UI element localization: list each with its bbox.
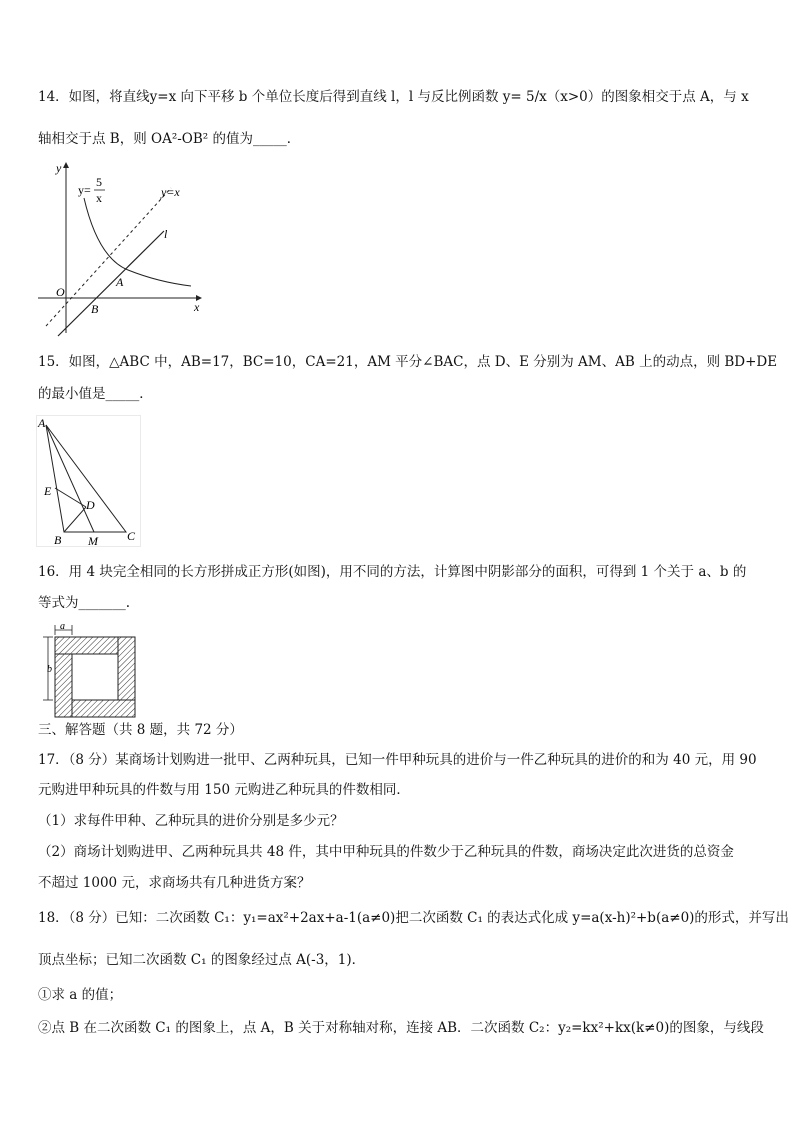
q14-text-line2: 轴相交于点 B，则 OA²-OB² 的值为_____．	[38, 131, 301, 147]
q14-line-l	[58, 231, 164, 336]
q14-label-point-B: B	[91, 302, 99, 316]
q14-figure	[36, 158, 216, 338]
q17-part2-line2: 不超过 1000 元，求商场共有几种进货方案？	[38, 875, 311, 891]
q14-hyperbola	[84, 198, 191, 286]
q15-label-B: B	[54, 533, 62, 547]
q18-text-line2: 顶点坐标；已知二次函数 C₁ 的图象经过点 A(-3，1)．	[38, 952, 366, 968]
q15-triangle-abc	[46, 425, 126, 532]
q15-label-D: D	[86, 498, 95, 512]
q16-label-b: b	[47, 664, 52, 675]
q16-text-line1: 16．用 4 块完全相同的长方形拼成正方形(如图)，用不同的方法，计算图中阴影部分的面积，可得到 1 个关于 a、b 的	[38, 564, 747, 580]
q14-label-line-l: l	[164, 227, 168, 241]
q16-label-a: a	[60, 621, 65, 632]
q14-line-yx	[46, 188, 171, 326]
q14-label-line-yx: y=x	[161, 185, 180, 199]
q15-text-line1: 15．如图，△ABC 中，AB=17，BC=10，CA=21，AM 平分∠BAC，点 D、E 分别为 AM、AB 上的动点，则 BD+DE	[38, 354, 778, 370]
q15-figure	[36, 415, 141, 547]
q15-label-A: A	[38, 416, 46, 430]
q17-part1: （1）求每件甲种、乙种玩具的进价分别是多少元？	[38, 813, 344, 829]
q17-text-line1: 17．（8 分）某商场计划购进一批甲、乙两种玩具，已知一件甲种玩具的进价与一件乙种玩具的进价的和为 40 元，用 90	[38, 752, 757, 768]
q18-text-line1: 18．（8 分）已知：二次函数 C₁：y₁=ax²+2ax+a-1(a≠0)把二次函数 C₁ 的表达式化成 y=a(x-h)²+b(a≠0)的形式，并写出	[38, 910, 789, 926]
q15-segment-am	[46, 425, 94, 532]
q15-label-M: M	[88, 534, 98, 547]
q16-figure	[36, 620, 138, 718]
q14-label-curve-num: 5	[96, 175, 102, 189]
section3-title: 三、解答题（共 8 题，共 72 分）	[38, 722, 243, 738]
q17-part2-line1: （2）商场计划购进甲、乙两种玩具共 48 件，其中甲种玩具的件数少于乙种玩具的件数，商场决定此次进货的总资金	[38, 844, 734, 860]
q14-label-y: y	[56, 161, 62, 175]
q15-label-E: E	[44, 484, 52, 498]
q18-part2: ②点 B 在二次函数 C₁ 的图象上，点 A，B 关于对称轴对称，连接 AB．二次函数 C₂：y₂=kx²+kx(k≠0)的图象，与线段	[38, 1020, 764, 1036]
q16-text-line2: 等式为_______.	[38, 595, 131, 611]
q14-label-curve-prefix: y=	[78, 183, 91, 197]
q16-inner-square	[72, 654, 118, 700]
q15-text-line2: 的最小值是_____．	[38, 386, 153, 402]
q14-label-curve-den: x	[96, 191, 102, 205]
q14-label-x: x	[194, 300, 200, 314]
q15-label-C: C	[127, 529, 136, 543]
q18-part1: ①求 a 的值；	[38, 987, 123, 1003]
q17-text-line2: 元购进甲种玩具的件数与用 150 元购进乙种玩具的件数相同．	[38, 782, 410, 798]
q14-label-origin: O	[56, 285, 65, 299]
q14-label-point-A: A	[116, 275, 124, 289]
q15-segment-bd	[64, 507, 86, 532]
q14-text-line1: 14．如图，将直线y=x 向下平移 b 个单位长度后得到直线 l，l 与反比例函数 y= 5/x（x>0）的图象相交于点 A，与 x	[38, 89, 749, 105]
